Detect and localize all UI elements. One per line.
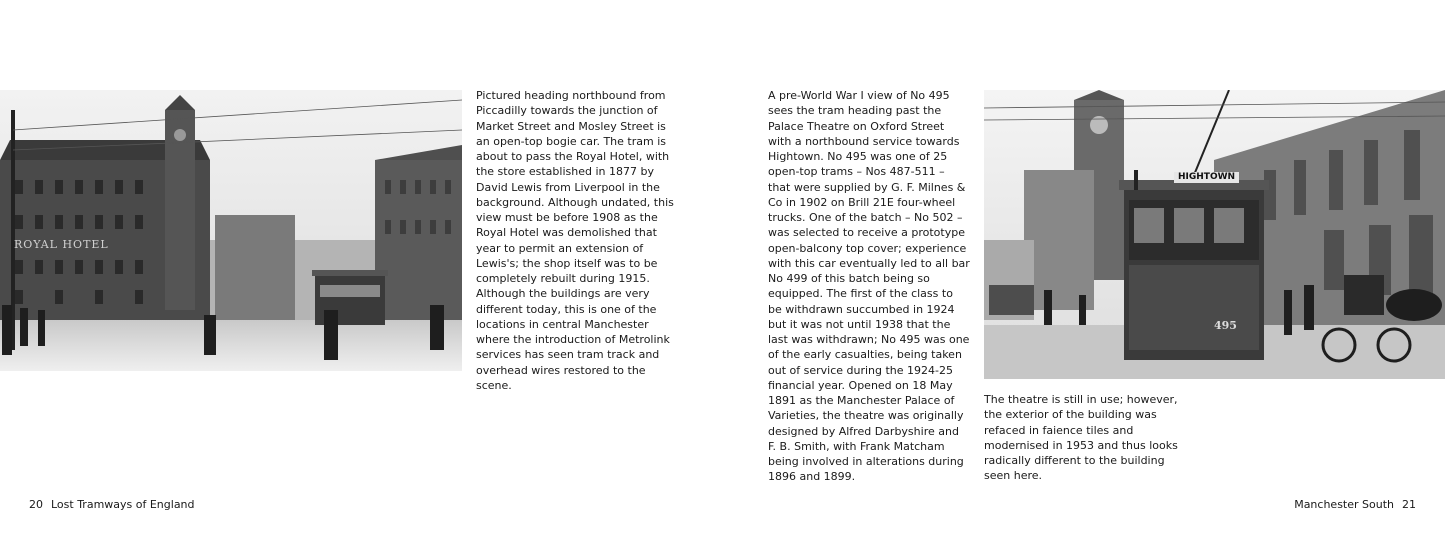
left-page-number: 20 (29, 498, 43, 511)
right-photo-caption: The theatre is still in use; however, the exterior of the building was refaced in faience tiles and modernised in 1953 and thus looks radically different to the building seen here. (984, 393, 1178, 483)
palace-theatre-tram-photo (984, 90, 1445, 379)
right-footer (1294, 498, 1416, 512)
royal-hotel-sign: ROYAL HOTEL (14, 238, 109, 251)
right-page-number: 21 (1402, 498, 1416, 511)
tram-destination-board: HIGHTOWN (1174, 172, 1239, 183)
right-running-title: Manchester South (1294, 498, 1394, 511)
left-footer (29, 498, 195, 512)
left-running-title: Lost Tramways of England (51, 498, 195, 511)
left-photo-caption: Pictured heading northbound from Piccadilly towards the junction of Market Street and Mosley Street is an open-top bogie car. The tram is about to pass the Royal Hotel, with the store established in 1877 by David Lewis from Liverpool in the background. Although undated, this view must be before 1908 as the Royal Hotel was demolished that year to permit an extension of Lewis's; the shop itself was to be completely rebuilt during 1915. Although the buildings are very different today, this is one of the locations in central Manchester where the introduction of Metrolink services has seen tram track and overhead wires restored to the scene. (476, 89, 674, 392)
tram-fleet-number: 495 (1214, 319, 1237, 332)
royal-hotel-photo (0, 90, 462, 371)
right-main-text: A pre-World War I view of No 495 sees the tram heading past the Palace Theatre on Oxford Street with a northbound service towards Hightown. No 495 was one of 25 open-top trams – Nos 487-511 – that were supplied by G. F. Milnes & Co in 1902 on Brill 21E four-wheel trucks. One of the batch – No 502 – was selected to receive a prototype open-balcony top cover; experience with this car eventually led to all bar No 499 of this batch being so equipped. The first of the class to be withdrawn succumbed in 1924 but it was not until 1938 that the last was withdrawn; No 495 was one of the early casualties, being taken out of service during the 1924-25 financial year. Opened on 18 May 1891 as the Manchester Palace of Varieties, the theatre was originally designed by Alfred Darbyshire and F. B. Smith, with Frank Matcham being involved in alterations during 1896 and 1899. (768, 89, 970, 484)
